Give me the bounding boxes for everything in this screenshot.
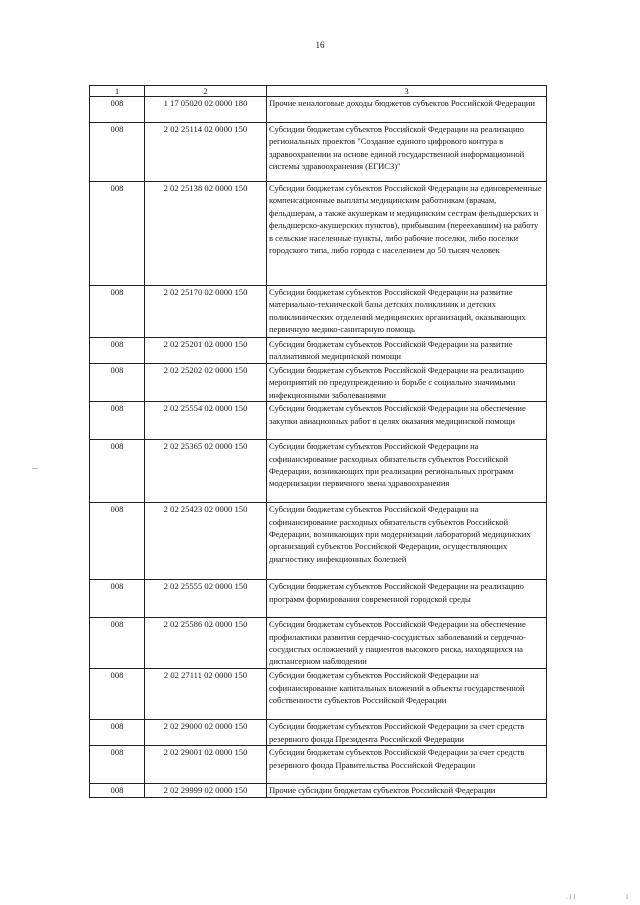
revenue-name-cell: Субсидии бюджетам субъектов Российской Федерации на реализацию программ формирования современной городской среды — [267, 580, 547, 618]
admin-code-cell: 008 — [90, 440, 145, 503]
budget-code-cell: 2 02 27111 02 0000 150 — [145, 669, 267, 720]
revenue-name-cell: Субсидии бюджетам субъектов Российской Федерации на обеспечение закупки авиационных работ в целях оказания медицинской помощи — [267, 402, 547, 440]
table-header-row — [90, 86, 547, 97]
table-row — [90, 402, 547, 440]
budget-code-cell: 2 02 25202 02 0000 150 — [145, 364, 267, 402]
table-row — [90, 182, 547, 286]
table-row — [90, 338, 547, 364]
table-row — [90, 440, 547, 503]
admin-code-cell: 008 — [90, 182, 145, 286]
budget-code-cell: 2 02 25555 02 0000 150 — [145, 580, 267, 618]
revenue-name-cell: Субсидии бюджетам субъектов Российской Федерации на единовременные компенсационные выплаты медицинским работникам (врачам, фельдшерам, а также акушеркам и медицинским сестрам фельдшерских и фельдшерско-акушерских пунктов), прибывшим (переехавшим) на работу в сельские населенные пункты, либо рабочие поселки, либо поселки городского типа, либо города с населением до 50 тысяч человек — [267, 182, 547, 286]
admin-code-cell: 008 — [90, 402, 145, 440]
column-header-1: 1 — [90, 86, 145, 97]
admin-code-cell: 008 — [90, 784, 145, 797]
admin-code-cell: 008 — [90, 364, 145, 402]
revenue-name-cell: Прочие неналоговые доходы бюджетов субъектов Российской Федерации — [267, 97, 547, 123]
budget-code-cell: 1 17 05020 02 0000 180 — [145, 97, 267, 123]
page-number: 16 — [315, 40, 325, 50]
revenue-name-cell: Прочие субсидии бюджетам субъектов Российской Федерации — [267, 784, 547, 797]
revenue-name-cell: Субсидии бюджетам субъектов Российской Федерации за счет средств резервного фонда Правительства Российской Федерации — [267, 746, 547, 784]
admin-code-cell: 008 — [90, 123, 145, 182]
admin-code-cell: 008 — [90, 503, 145, 580]
table-row — [90, 286, 547, 338]
budget-code-cell: 2 02 29999 02 0000 150 — [145, 784, 267, 797]
revenue-name-cell: Субсидии бюджетам субъектов Российской Федерации на софинансирование расходных обязательств субъектов Российской Федерации, возникающих при реализации региональных программ модернизации первичного звена здравоохранения — [267, 440, 547, 503]
budget-code-cell: 2 02 25170 02 0000 150 — [145, 286, 267, 338]
admin-code-cell: 008 — [90, 746, 145, 784]
budget-code-cell: 2 02 29000 02 0000 150 — [145, 720, 267, 746]
budget-code-cell: 2 02 25138 02 0000 150 — [145, 182, 267, 286]
table-row — [90, 720, 547, 746]
admin-code-cell: 008 — [90, 720, 145, 746]
table-row — [90, 669, 547, 720]
admin-code-cell: 008 — [90, 618, 145, 669]
table-row — [90, 746, 547, 784]
budget-code-cell: 2 02 25423 02 0000 150 — [145, 503, 267, 580]
margin-tick — [32, 468, 38, 469]
budget-classification-table — [89, 85, 547, 798]
revenue-name-cell: Субсидии бюджетам субъектов Российской Федерации на развитие материально-технической базы детских поликлиник и детских поликлинических отделений медицинских организаций, оказывающих первичную медико-санитарную помощь — [267, 286, 547, 338]
table-row — [90, 580, 547, 618]
revenue-name-cell: Субсидии бюджетам субъектов Российской Федерации на реализацию региональных проектов "Создание единого цифрового контура в здравоохранении на основе единой государственной информационной системы здравоохранения (ЕГИСЗ)" — [267, 123, 547, 182]
column-header-3: 3 — [267, 86, 547, 97]
column-header-2: 2 — [145, 86, 267, 97]
budget-code-cell: 2 02 29001 02 0000 150 — [145, 746, 267, 784]
table-row — [90, 618, 547, 669]
budget-code-cell: 2 02 25114 02 0000 150 — [145, 123, 267, 182]
revenue-name-cell: Субсидии бюджетам субъектов Российской Федерации на развитие паллиативной медицинской помощи — [267, 338, 547, 364]
revenue-name-cell: Субсидии бюджетам субъектов Российской Федерации за счет средств резервного фонда Президента Российской Федерации — [267, 720, 547, 746]
revenue-name-cell: Субсидии бюджетам субъектов Российской Федерации на реализацию мероприятий по предупреждению и борьбе с социально значимыми инфекционными заболеваниями — [267, 364, 547, 402]
table-row — [90, 123, 547, 182]
scan-margin-mark-right: l — [626, 893, 628, 901]
scan-margin-mark: . i l — [566, 893, 576, 901]
admin-code-cell: 008 — [90, 669, 145, 720]
admin-code-cell: 008 — [90, 97, 145, 123]
budget-code-cell: 2 02 25365 02 0000 150 — [145, 440, 267, 503]
table-row — [90, 503, 547, 580]
budget-code-cell: 2 02 25586 02 0000 150 — [145, 618, 267, 669]
revenue-name-cell: Субсидии бюджетам субъектов Российской Федерации на софинансирование расходных обязательств субъектов Российской Федерации, возникающих при модернизации лабораторий медицинских организаций субъектов Российской Федерации, осуществляющих диагностику инфекционных болезней — [267, 503, 547, 580]
revenue-name-cell: Субсидии бюджетам субъектов Российской Федерации на обеспечение профилактики развития сердечно-сосудистых заболеваний и сердечно-сосудистых осложнений у пациентов высокого риска, находящихся на диспансерном наблюдении — [267, 618, 547, 669]
admin-code-cell: 008 — [90, 338, 145, 364]
table-row — [90, 97, 547, 123]
admin-code-cell: 008 — [90, 580, 145, 618]
revenue-name-cell: Субсидии бюджетам субъектов Российской Федерации на софинансирование капитальных вложений в объекты государственной собственности субъектов Российской Федерации — [267, 669, 547, 720]
budget-code-cell: 2 02 25554 02 0000 150 — [145, 402, 267, 440]
admin-code-cell: 008 — [90, 286, 145, 338]
table-row — [90, 364, 547, 402]
budget-code-cell: 2 02 25201 02 0000 150 — [145, 338, 267, 364]
table-row — [90, 784, 547, 797]
